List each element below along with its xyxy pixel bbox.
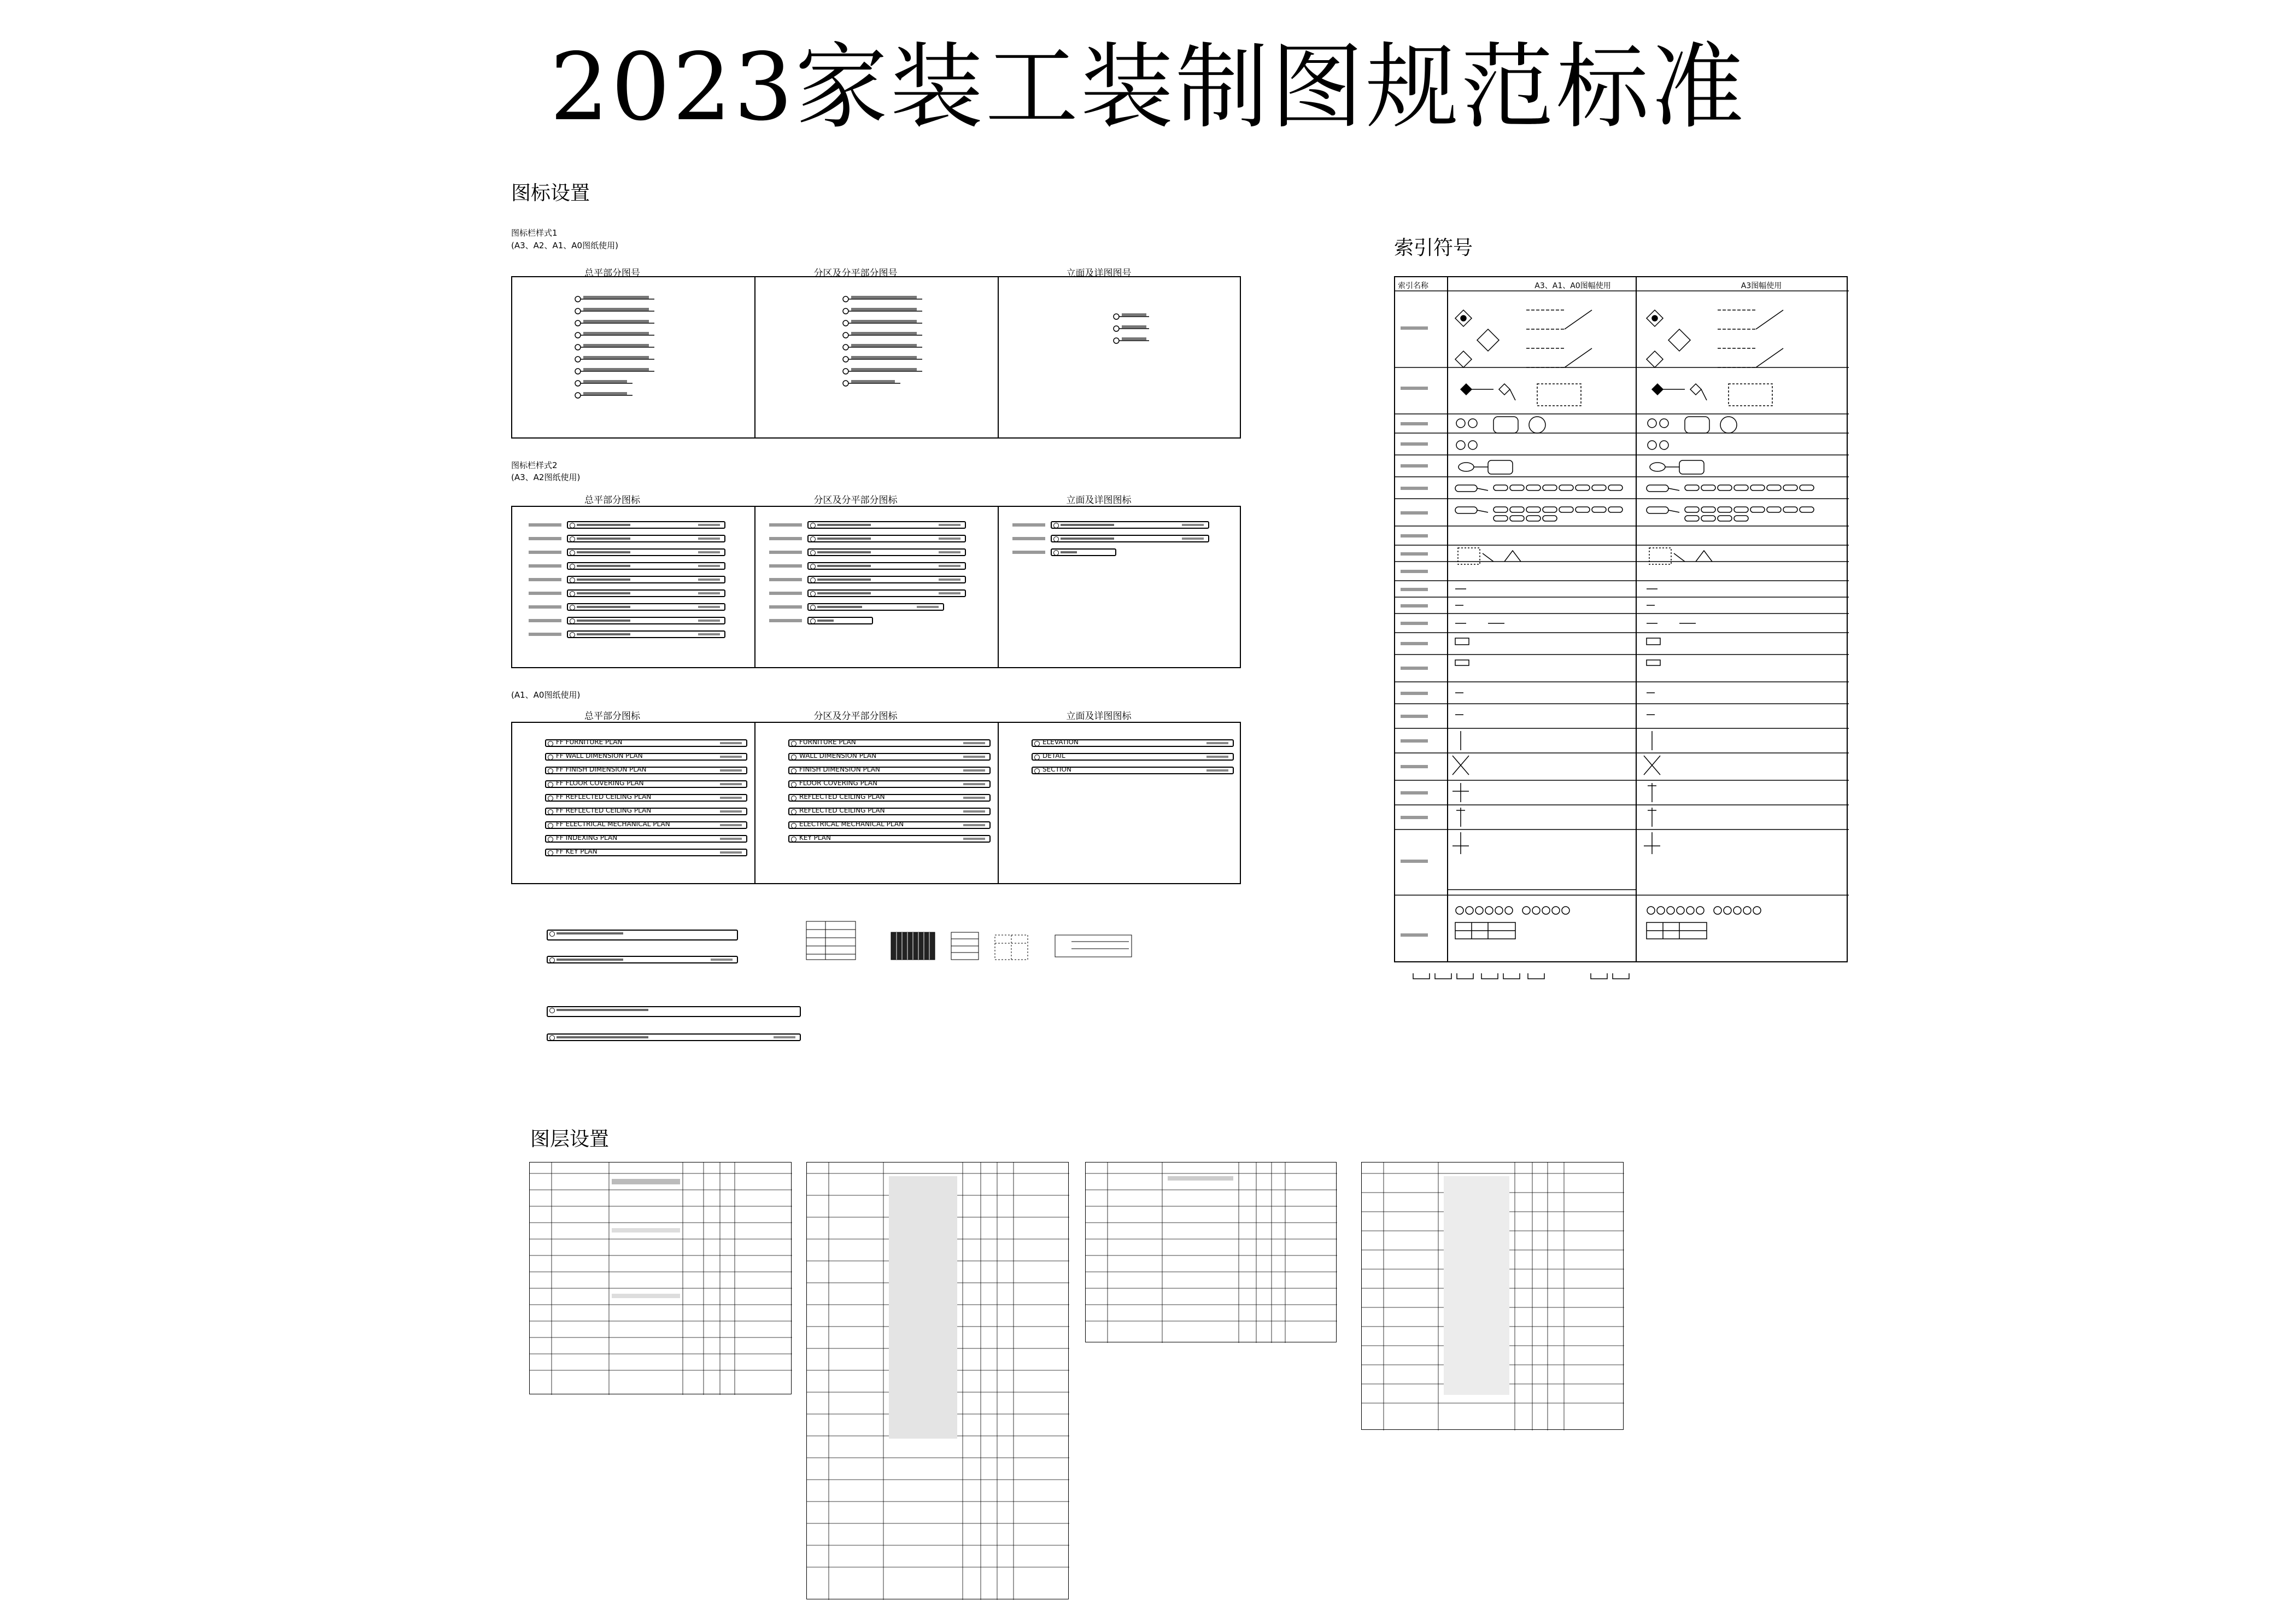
section-index-symbols: 索引符号 xyxy=(1394,237,1473,259)
style1-note: (A3、A2、A1、A0图纸使用) xyxy=(511,241,618,250)
col3-head-1: 总平部分图标 xyxy=(584,711,640,722)
plan-mid-1: WALL DIMENSION PLAN xyxy=(799,752,877,760)
sample-bar-1 xyxy=(547,930,738,940)
plan-left-8: FF KEY PLAN xyxy=(556,848,598,855)
col-head-1: 总平部分图号 xyxy=(584,268,640,279)
index-header-a3a1a0: A3、A1、A0图幅使用 xyxy=(1534,282,1611,290)
col3-head-2: 分区及分平部分图标 xyxy=(813,711,898,722)
plan-mid-2: FINISH DIMENSION PLAN xyxy=(799,766,880,773)
plan-mid-7: KEY PLAN xyxy=(799,834,831,842)
style2-label: 图标栏样式2 xyxy=(511,460,558,470)
plan-right-0: ELEVATION xyxy=(1042,738,1079,746)
drawing-number-symbols-1 xyxy=(512,277,1242,440)
index-symbol-table xyxy=(1394,276,1848,962)
plan-left-5: FF REFLECTED CEILING PLAN xyxy=(556,807,652,814)
section-title-block: 图标设置 xyxy=(511,182,590,205)
col-head-2: 分区及分平部分图号 xyxy=(813,268,898,279)
plan-left-0: FF FURNITURE PLAN xyxy=(556,738,623,746)
plan-right-1: DETAIL xyxy=(1042,752,1065,760)
index-header-name: 索引名称 xyxy=(1398,282,1428,290)
index-header-a3: A3图幅使用 xyxy=(1741,282,1782,290)
col-head-3: 立面及详图图号 xyxy=(1066,268,1132,279)
title-block-frame-1 xyxy=(511,276,1241,439)
title-block-frame-3 xyxy=(511,722,1241,884)
plan-mid-6: ELECTRICAL MECHANICAL PLAN xyxy=(799,820,904,828)
layer-table-1 xyxy=(529,1162,792,1394)
plan-left-7: FF INDEXING PLAN xyxy=(556,834,618,842)
col2-head-1: 总平部分图标 xyxy=(584,495,640,506)
sample-legend-graphics xyxy=(804,919,1143,968)
plan-mid-5: REFLECTED CEILING PLAN xyxy=(799,807,885,814)
plan-mid-0: FURNITURE PLAN xyxy=(799,738,856,746)
col3-head-3: 立面及详图图标 xyxy=(1066,711,1132,722)
title-block-frame-2 xyxy=(511,506,1241,668)
plan-mid-4: REFLECTED CEILING PLAN xyxy=(799,793,885,801)
style3-note: (A1、A0图纸使用) xyxy=(511,690,581,700)
plan-mid-3: FLOOR COVERING PLAN xyxy=(799,779,877,787)
index-footer-marks xyxy=(1410,971,1640,987)
plan-left-3: FF FLOOR COVERING PLAN xyxy=(556,779,644,787)
plan-left-2: FF FINISH DIMENSION PLAN xyxy=(556,766,647,773)
section-layers: 图层设置 xyxy=(530,1128,610,1150)
plan-right-2: SECTION xyxy=(1042,766,1071,773)
layer-table-2 xyxy=(806,1162,1069,1599)
col2-head-2: 分区及分平部分图标 xyxy=(813,495,898,506)
sample-bar-2 xyxy=(547,956,738,963)
plan-left-6: FF ELECTRICAL MECHANICAL PLAN xyxy=(556,820,670,828)
sample-bar-3 xyxy=(547,1006,801,1017)
col2-head-3: 立面及详图图标 xyxy=(1066,495,1132,506)
page-title: 2023家装工装制图规范标准 xyxy=(549,33,1747,142)
index-symbols-drawing xyxy=(1395,277,1849,963)
plan-left-1: FF WALL DIMENSION PLAN xyxy=(556,752,643,760)
style1-label: 图标栏样式1 xyxy=(511,228,558,238)
layer-table-3 xyxy=(1085,1162,1337,1342)
sample-bar-4 xyxy=(547,1033,801,1041)
plan-left-4: FF REFLECTED CEILING PLAN xyxy=(556,793,652,801)
layer-table-4 xyxy=(1361,1162,1624,1430)
style2-note: (A3、A2图纸使用) xyxy=(511,472,581,482)
